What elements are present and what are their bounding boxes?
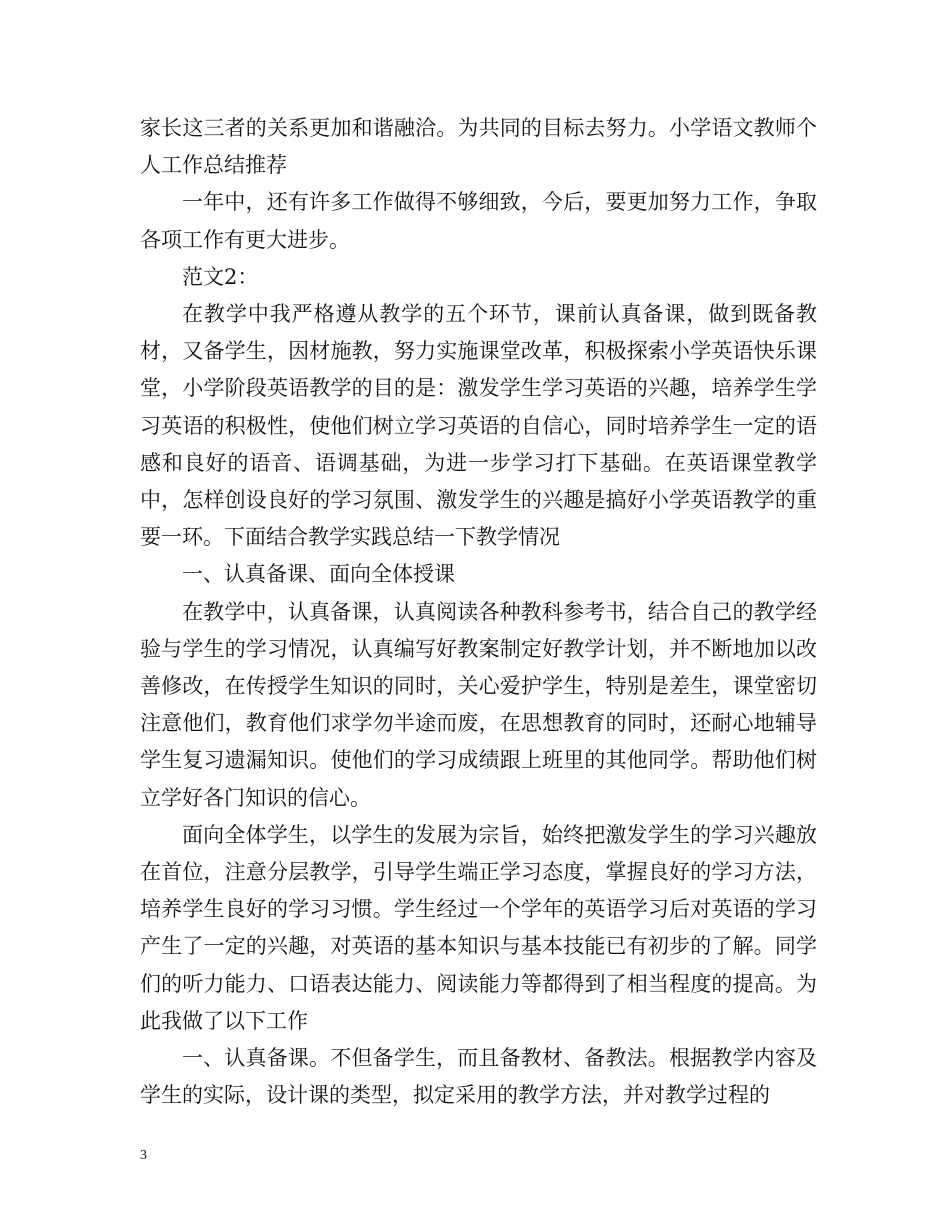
paragraph-5-heading: 一、认真备课、面向全体授课 (182, 562, 455, 587)
paragraph-7: 面向全体学生，以学生的发展为宗旨，始终把激发学生的学习兴趣放在首位，注意分层教学，引导学生端正学习态度，掌握良好的学习方法，培养学生良好的学习习惯。学生经过一个学年的英语学习后对英语的学习产生了一定的兴趣，对英语的基本知识与基本技能已有初步的了解。同学们的听力能力、口语表达能力、阅读能力等都得到了相当程度的提高。为此我做了以下工作 (140, 822, 817, 1033)
paragraph-2: 一年中，还有许多工作做得不够细致，今后，要更加努力工作，争取各项工作有更大进步。 (140, 190, 817, 252)
paragraph-8: 一、认真备课。不但备学生，而且备教材、备教法。根据教学内容及学生的实际，设计课的类型，拟定采用的教学方法，并对教学过程的 (140, 1046, 817, 1108)
paragraph-4: 在教学中我严格遵从教学的五个环节，课前认真备课，做到既备教材，又备学生，因材施教，努力实施课堂改革，积极探索小学英语快乐课堂，小学阶段英语教学的目的是：激发学生学习英语的兴趣，培养学生学习英语的积极性，使他们树立学习英语的自信心，同时培养学生一定的语感和良好的语音、语调基础，为进一步学习打下基础。在英语课堂教学中，怎样创设良好的学习氛围、激发学生的兴趣是搞好小学英语教学的重要一环。下面结合教学实践总结一下教学情况 (140, 302, 817, 550)
page-number: 3 (140, 1148, 147, 1163)
paragraph-3-heading: 范文2： (182, 264, 259, 289)
paragraph-1: 家长这三者的关系更加和谐融洽。为共同的目标去努力。小学语文教师个人工作总结推荐 (140, 116, 817, 178)
paragraph-6: 在教学中，认真备课，认真阅读各种教科参考书，结合自己的教学经验与学生的学习情况，认真编写好教案制定好教学计划，并不断地加以改善修改，在传授学生知识的同时，关心爱护学生，特别是差生，课堂密切注意他们，教育他们求学勿半途而废，在思想教育的同时，还耐心地辅导学生复习遗漏知识。使他们的学习成绩跟上班里的其他同学。帮助他们树立学好各门知识的信心。 (140, 599, 817, 810)
document-body (140, 110, 817, 1114)
